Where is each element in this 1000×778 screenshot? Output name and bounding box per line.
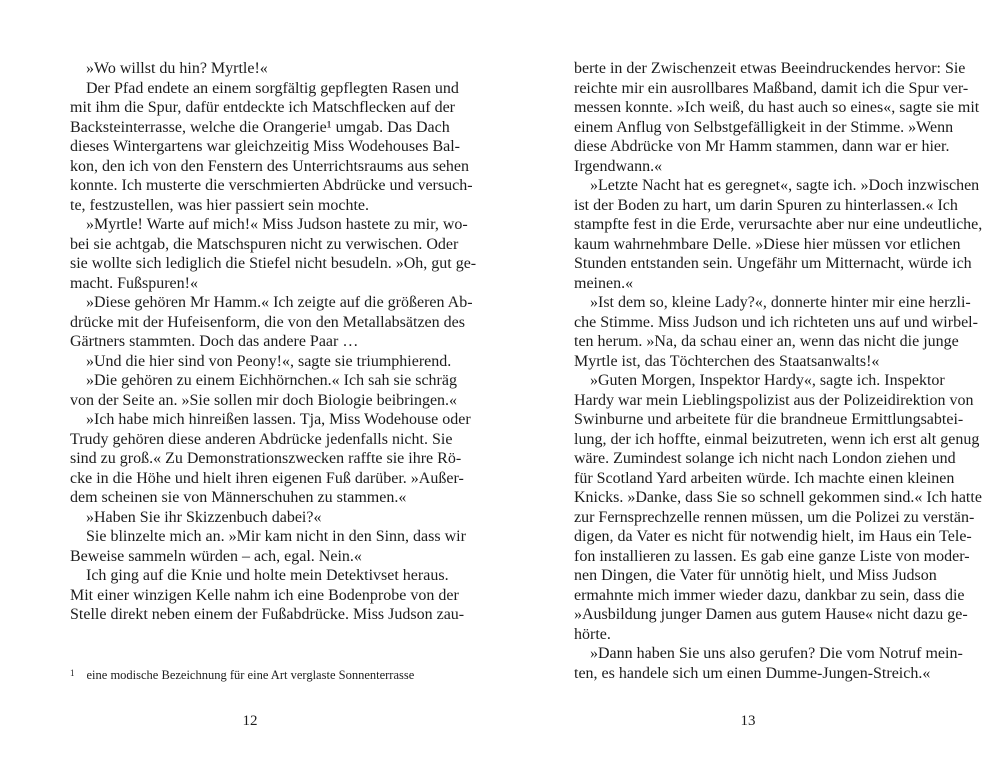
text-line: Hardy war mein Lieblingspolizist aus der Polizeidirektion von <box>574 391 974 409</box>
text-line: kon, den ich von den Fenstern des Unterrichtsraums aus sehen <box>70 157 470 175</box>
text-line: ten herum. »Na, da schau einer an, wenn das nicht die junge <box>574 333 959 350</box>
text-line: berte in der Zwischenzeit etwas Beeindruckendes hervor: Sie <box>574 60 966 77</box>
text-line: Trudy gehören diese anderen Abdrücke jedenfalls nicht. Sie <box>70 430 453 448</box>
text-line: Swinburne und arbeitete für die brandneue Ermittlungsabtei- <box>574 411 964 428</box>
text-line: »Und die hier sind von Peony!«, sagte sie triumphierend. <box>86 352 452 370</box>
footnote-mark: 1 <box>70 668 75 678</box>
right-page-text <box>574 60 983 684</box>
text-line: »Ausbildung junger Damen aus gutem Hause« nicht dazu ge- <box>574 606 968 623</box>
text-line: Der Pfad endete an einem sorgfältig gepflegten Rasen und <box>86 79 459 97</box>
text-line: »Myrtle! Warte auf mich!« Miss Judson hastete zu mir, wo- <box>86 216 468 233</box>
left-page-text <box>70 60 477 626</box>
text-line: »Diese gehören Mr Hamm.« Ich zeigte auf die größeren Ab- <box>86 294 473 311</box>
text-line: »Dann haben Sie uns also gerufen? Die vom Notruf mein- <box>590 645 963 662</box>
text-line: Myrtle ist, das Töchterchen des Staatsanwalts!« <box>574 352 880 370</box>
text-line: macht. Fußspuren!« <box>70 274 198 292</box>
text-line: messen konnte. »Ich weiß, du hast auch so eines«, sagte sie mit <box>574 99 980 116</box>
text-line: einem Anflug von Selbstgefälligkeit in der Stimme. »Wenn <box>574 118 954 136</box>
text-line: wäre. Zumindest solange ich nicht nach London ziehen und <box>574 450 956 467</box>
text-line: bei sie achtgab, die Matschspuren nicht zu verwischen. Oder <box>70 235 459 253</box>
text-line: »Letzte Nacht hat es geregnet«, sagte ich. »Doch inzwischen <box>590 177 980 194</box>
text-line: cke in die Höhe und hielt ihren eigenen Fuß darüber. »Außer- <box>70 469 464 487</box>
right-page <box>500 0 1000 778</box>
text-line: ermahnte mich immer wieder dazu, dankbar zu sein, dass die <box>574 586 965 604</box>
text-line: dieses Wintergartens war gleichzeitig Miss Wodehouses Bal- <box>70 138 460 155</box>
text-line: Stelle direkt neben einem der Fußabdrücke. Miss Judson zau- <box>70 606 465 623</box>
text-line: für Scotland Yard arbeiten würde. Ich machte einen kleinen <box>574 469 955 487</box>
text-line: Irgendwann.« <box>574 157 663 175</box>
text-line: »Ist dem so, kleine Lady?«, donnerte hinter mir eine herzli- <box>590 294 971 311</box>
text-line: »Die gehören zu einem Eichhörnchen.« Ich sah sie schräg <box>86 372 457 389</box>
text-line: che Stimme. Miss Judson und ich richteten uns auf und wirbel- <box>574 313 978 331</box>
text-line: »Guten Morgen, Inspektor Hardy«, sagte ich. Inspektor <box>590 372 945 389</box>
text-line: lung, der ich hoffte, einmal beizutreten, wenn ich erst alt genug <box>574 430 980 448</box>
text-line: dem scheinen sie von Männerschuhen zu stammen.« <box>70 489 407 506</box>
footnote-text: eine modische Bezeichnung für eine Art verglaste Sonnenterrasse <box>86 668 415 682</box>
text-line: von der Seite an. »Sie sollen mir doch Biologie beibringen.« <box>70 391 458 409</box>
text-line: meinen.« <box>574 274 634 292</box>
text-line: sind zu groß.« Zu Demonstrationszwecken raffte sie ihre Rö- <box>70 450 462 467</box>
text-line: te, festzustellen, was hier passiert sein mochte. <box>70 196 370 214</box>
page-number-left: 12 <box>242 713 258 729</box>
text-line: stampfte fest in die Erde, verursachte aber nur eine undeutliche, <box>574 216 983 233</box>
text-line: Mit einer winzigen Kelle nahm ich eine Bodenprobe von der <box>70 586 459 604</box>
text-line: konnte. Ich musterte die verschmierten Abdrücke und versuch- <box>70 177 473 194</box>
text-line: zur Fernsprechzelle rennen müssen, um die Polizei zu verstän- <box>574 508 975 526</box>
text-line: mit ihm die Spur, dafür entdeckte ich Matschflecken auf der <box>70 99 455 116</box>
text-line: »Wo willst du hin? Myrtle!« <box>86 60 268 77</box>
text-line: kaum wahrnehmbare Delle. »Diese hier müssen vor etlichen <box>574 235 961 253</box>
text-line: Backsteinterrasse, welche die Orangerie¹ umgab. Das Dach <box>70 118 450 136</box>
text-line: ten, es handele sich um einen Dumme-Jungen-Streich.« <box>574 664 931 682</box>
text-line: Sie blinzelte mich an. »Mir kam nicht in den Sinn, dass wir <box>86 528 466 545</box>
text-line: Gärtners stammten. Doch das andere Paar … <box>70 333 359 350</box>
text-line: nen Dingen, die Vater für unnötig hielt, und Miss Judson <box>574 567 937 584</box>
text-line: ist der Boden zu hart, um darin Spuren zu hinterlassen.« Ich <box>574 196 958 214</box>
text-line: Stunden entstanden sein. Ungefähr um Mitternacht, würde ich <box>574 255 972 272</box>
page-number-right: 13 <box>740 713 756 729</box>
footnote <box>70 668 414 683</box>
text-line: »Haben Sie ihr Skizzenbuch dabei?« <box>86 508 322 526</box>
text-line: hörte. <box>574 625 611 643</box>
text-line: digen, da Vater es nicht für notwendig hielt, im Haus ein Tele- <box>574 528 972 545</box>
text-line: Ich ging auf die Knie und holte mein Detektivset heraus. <box>86 567 449 584</box>
text-line: »Ich habe mich hinreißen lassen. Tja, Miss Wodehouse oder <box>86 411 471 428</box>
text-line: diese Abdrücke von Mr Hamm stammen, dann war er hier. <box>574 138 950 155</box>
text-line: Beweise sammeln würden – ach, egal. Nein.« <box>70 547 362 565</box>
text-line: reichte mir ein ausrollbares Maßband, damit ich die Spur ver- <box>574 79 969 97</box>
text-line: drücke mit der Hufeisenform, die von den Metallabsätzen des <box>70 313 465 331</box>
text-line: Knicks. »Danke, dass Sie so schnell gekommen sind.« Ich hatte <box>574 489 982 506</box>
text-line: sie wollte sich lediglich die Stiefel nicht besudeln. »Oh, gut ge- <box>70 255 477 272</box>
text-line: fon installieren zu lassen. Es gab eine ganze Liste von moder- <box>574 547 970 565</box>
